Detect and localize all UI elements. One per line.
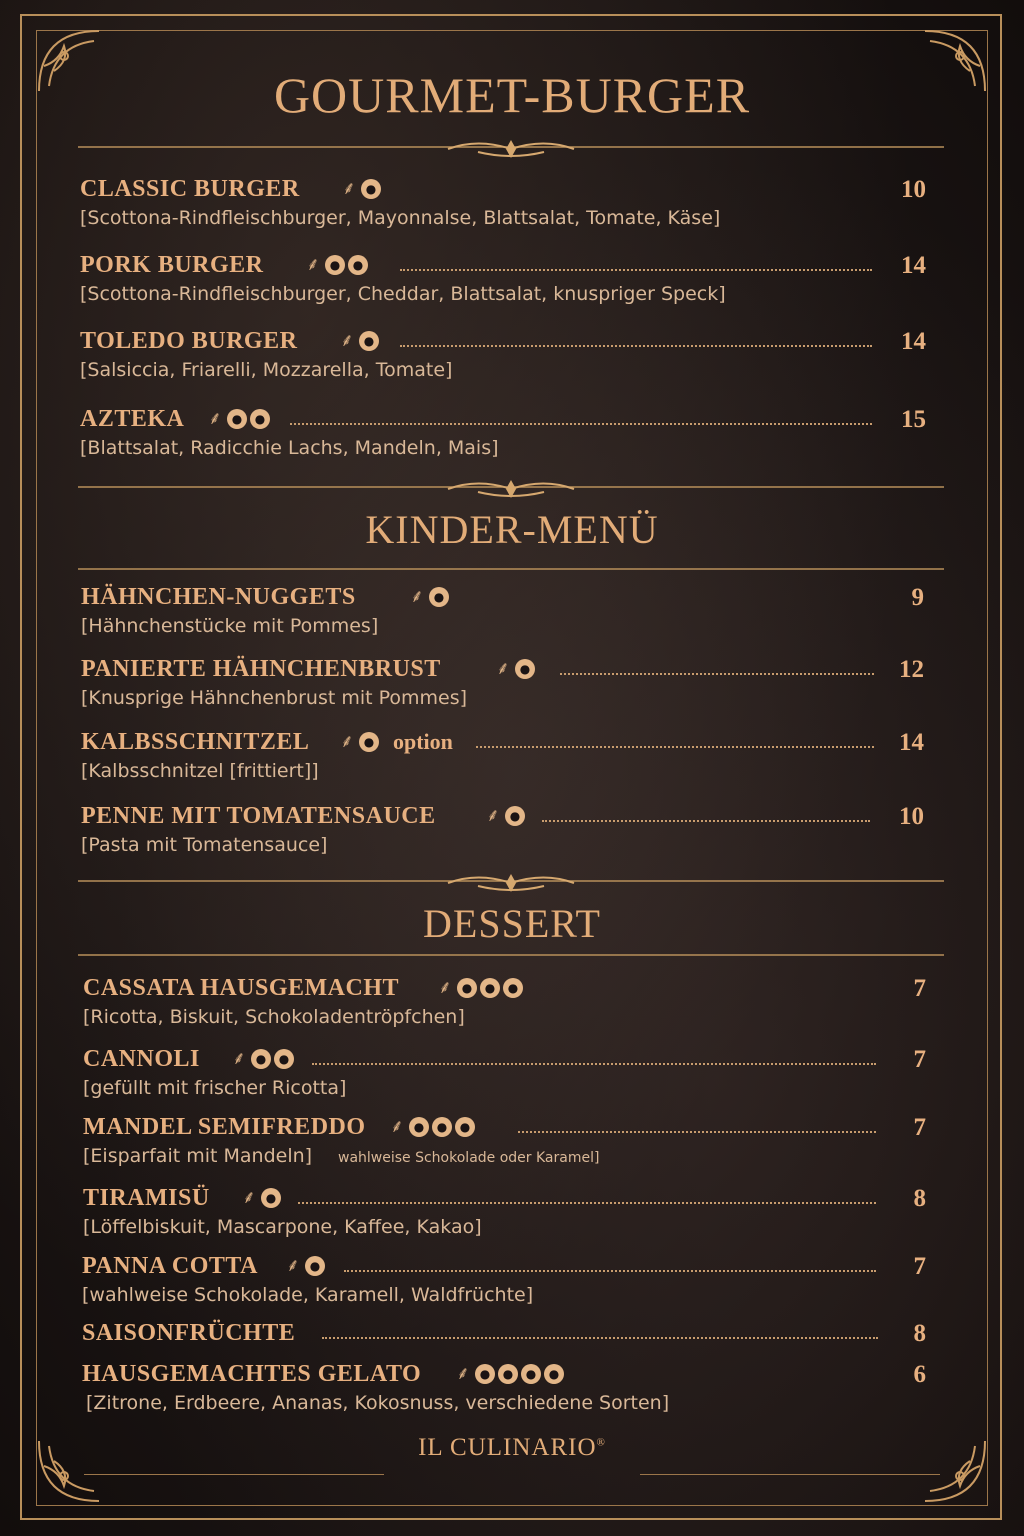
allergen-icons <box>284 1256 325 1276</box>
egg-icon: ● <box>325 255 345 275</box>
item-price: 14 <box>901 328 926 355</box>
nuts-icon: ● <box>227 409 247 429</box>
menu-item <box>0 1361 1024 1431</box>
gluten-icon: ⸙ <box>340 330 354 351</box>
milk-icon: ● <box>348 255 368 275</box>
item-name: KALBSSCHNITZEL <box>81 729 310 755</box>
item-description: [Pasta mit Tomatensauce] <box>81 834 328 856</box>
egg-icon: ● <box>359 732 379 752</box>
dot-leader <box>560 673 874 675</box>
item-name: MANDEL SEMIFREDDO <box>83 1114 366 1140</box>
item-price: 14 <box>899 729 924 756</box>
menu-item <box>0 252 1024 322</box>
item-description: [wahlweise Schokolade, Karamell, Waldfrüchte] <box>82 1284 534 1306</box>
section-title-kinder: KINDER-MENÜ <box>365 507 659 552</box>
allergen-icon: ● <box>250 409 270 429</box>
allergen-icon: ● <box>361 179 381 199</box>
menu-item <box>0 1185 1024 1255</box>
allergen-icons <box>340 179 381 199</box>
ornament-divider-icon <box>78 138 944 160</box>
gluten-icon: ⸙ <box>340 731 354 752</box>
item-description: [Kalbsschnitzel [frittiert]] <box>81 760 319 782</box>
item-name: TIRAMISÜ <box>83 1185 210 1211</box>
menu-item <box>0 406 1024 476</box>
item-name: CLASSIC BURGER <box>80 176 300 202</box>
item-price: 10 <box>901 176 926 203</box>
footer-rule <box>640 1474 940 1475</box>
allergen-icons <box>436 978 523 998</box>
item-description: [Scottona-Rindfleischburger, Cheddar, Blattsalat, knuspriger Speck] <box>80 283 726 305</box>
dot-leader <box>400 345 872 347</box>
gluten-icon: ⸙ <box>456 1363 470 1384</box>
milk-icon: ● <box>305 1256 325 1276</box>
allergen-icons <box>494 659 535 679</box>
item-name: SAISONFRÜCHTE <box>82 1320 296 1346</box>
item-name: PANNA COTTA <box>82 1253 258 1279</box>
item-name: HÄHNCHEN-NUGGETS <box>81 584 356 610</box>
gluten-icon: ⸙ <box>306 254 320 275</box>
item-description: [Zitrone, Erdbeere, Ananas, Kokosnuss, verschiedene Sorten] <box>86 1392 670 1414</box>
gluten-icon: ⸙ <box>242 1187 256 1208</box>
item-name: AZTEKA <box>80 406 185 432</box>
nuts-icon: ● <box>503 978 523 998</box>
allergen-icons <box>230 1049 294 1069</box>
gluten-icon: ⸙ <box>410 586 424 607</box>
menu-item <box>0 584 1024 654</box>
item-description: [Löffelbiskuit, Mascarpone, Kaffee, Kakao] <box>83 1216 482 1238</box>
gluten-icon: ⸙ <box>496 658 510 679</box>
item-description: [gefüllt mit frischer Ricotta] <box>83 1077 347 1099</box>
dot-leader <box>542 820 870 822</box>
menu-item <box>0 176 1024 246</box>
dot-leader <box>322 1337 878 1339</box>
item-price: 6 <box>913 1361 926 1388</box>
item-price: 8 <box>913 1320 926 1347</box>
egg-icon: ● <box>498 1364 518 1384</box>
registered-mark: ® <box>596 1436 606 1449</box>
gluten-icon: ⸙ <box>390 1116 404 1137</box>
menu-item <box>0 656 1024 726</box>
gluten-icon: ⸙ <box>342 178 356 199</box>
item-description: [Blattsalat, Radicchie Lachs, Mandeln, Mais] <box>80 437 499 459</box>
item-description: [Scottona-Rindfleischburger, Mayonnalse, Blattsalat, Tomate, Käse] <box>80 207 721 229</box>
footer-rule <box>84 1474 384 1475</box>
milk-icon: ● <box>359 331 379 351</box>
allergen-icons <box>206 409 270 429</box>
nuts-icon: ● <box>521 1364 541 1384</box>
item-price: 15 <box>901 406 926 433</box>
menu-item <box>0 1253 1024 1323</box>
item-description: [Salsiccia, Friarelli, Mozzarella, Tomate] <box>80 359 453 381</box>
item-price: 7 <box>913 1046 926 1073</box>
menu-item <box>0 975 1024 1045</box>
egg-icon: ● <box>457 978 477 998</box>
allergen-icons <box>388 1117 475 1137</box>
item-price: 14 <box>901 252 926 279</box>
item-description: [Hähnchenstücke mit Pommes] <box>81 615 379 637</box>
menu-item <box>0 328 1024 398</box>
dot-leader <box>344 1270 876 1272</box>
brand-name: IL CULINARIO <box>418 1434 597 1461</box>
item-price: 7 <box>913 1253 926 1280</box>
gluten-icon: ⸙ <box>438 977 452 998</box>
dot-leader <box>298 1202 876 1204</box>
menu-item <box>0 1320 1024 1356</box>
allergen-icons <box>484 806 525 826</box>
item-name: PORK BURGER <box>80 252 264 278</box>
section-rule <box>78 560 944 582</box>
allergen-icons <box>408 587 449 607</box>
item-name: CANNOLI <box>83 1046 200 1072</box>
allergen-icon: ● <box>505 806 525 826</box>
section-title-burger: GOURMET-BURGER <box>273 67 751 123</box>
dot-leader <box>518 1131 876 1133</box>
menu-item <box>0 1114 1024 1184</box>
option-label: option <box>393 729 453 754</box>
allergen-icons <box>240 1188 281 1208</box>
item-description: [Ricotta, Biskuit, Schokoladentröpfchen] <box>83 1006 465 1028</box>
item-price: 12 <box>899 656 924 683</box>
item-description: [Knusprige Hähnchenbrust mit Pommes] <box>81 687 468 709</box>
menu-item <box>0 729 1024 799</box>
item-note: wahlweise Schokolade oder Karamel] <box>338 1150 600 1166</box>
allergen-icon: ● <box>544 1364 564 1384</box>
dot-leader <box>290 423 872 425</box>
item-name: PANIERTE HÄHNCHENBRUST <box>81 656 441 682</box>
item-description: [Eisparfait mit Mandeln] <box>83 1145 313 1167</box>
brand-footer <box>0 1434 1024 1462</box>
egg-icon: ● <box>261 1188 281 1208</box>
item-price: 7 <box>913 975 926 1002</box>
ornament-divider-icon <box>78 872 944 894</box>
dot-leader <box>312 1063 876 1065</box>
milk-icon: ● <box>475 1364 495 1384</box>
allergen-icon: ● <box>429 587 449 607</box>
allergen-icon: ● <box>274 1049 294 1069</box>
allergen-icons <box>454 1364 564 1384</box>
menu-item <box>0 803 1024 873</box>
milk-icon: ● <box>251 1049 271 1069</box>
milk-icon: ● <box>432 1117 452 1137</box>
menu-item <box>0 1046 1024 1116</box>
item-price: 7 <box>913 1114 926 1141</box>
section-rule <box>78 946 944 968</box>
milk-icon: ● <box>480 978 500 998</box>
gluten-icon: ⸙ <box>286 1255 300 1276</box>
item-price: 9 <box>911 584 924 611</box>
dot-leader <box>476 746 874 748</box>
allergen-icons <box>338 331 379 351</box>
allergen-icons <box>304 255 368 275</box>
item-name: PENNE MIT TOMATENSAUCE <box>81 803 436 829</box>
item-price: 10 <box>899 803 924 830</box>
item-name: CASSATA HAUSGEMACHT <box>83 975 399 1001</box>
gluten-icon: ⸙ <box>232 1048 246 1069</box>
gluten-icon: ⸙ <box>486 805 500 826</box>
item-price: 8 <box>913 1185 926 1212</box>
item-name: HAUSGEMACHTES GELATO <box>82 1361 422 1387</box>
section-title-dessert: DESSERT <box>423 901 601 946</box>
egg-icon: ● <box>409 1117 429 1137</box>
egg-icon: ● <box>515 659 535 679</box>
dot-leader <box>400 269 872 271</box>
ornament-divider-icon <box>78 478 944 500</box>
item-name: TOLEDO BURGER <box>80 328 298 354</box>
nuts-icon: ● <box>455 1117 475 1137</box>
allergen-icons <box>338 732 379 752</box>
gluten-icon: ⸙ <box>208 408 222 429</box>
